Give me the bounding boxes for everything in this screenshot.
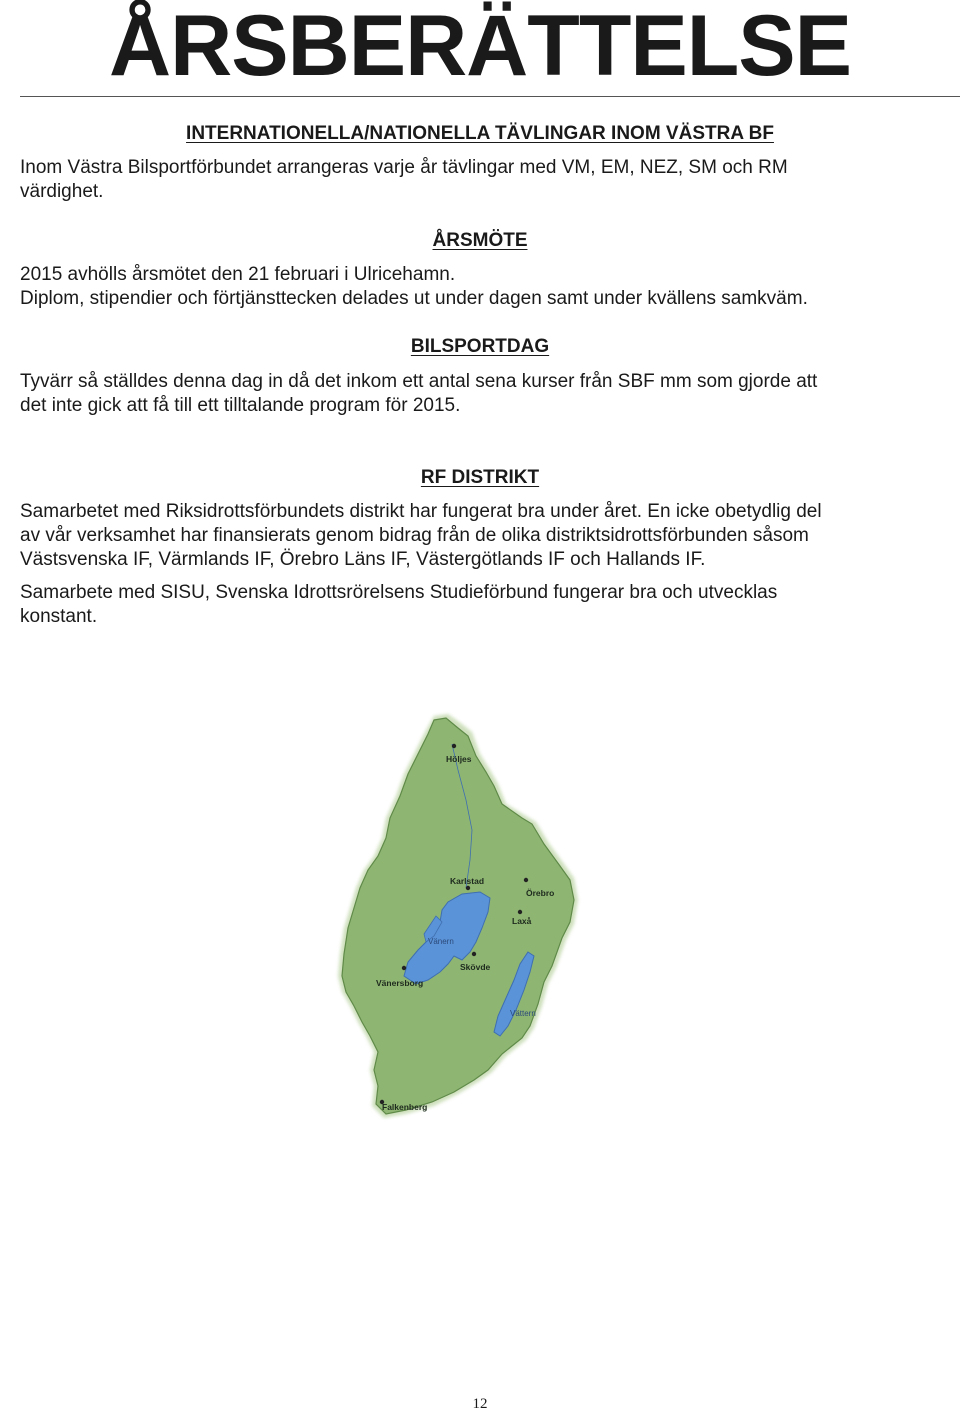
page-title: ÅRSBERÄTTELSE — [109, 0, 851, 94]
text-line: konstant. — [20, 606, 98, 627]
text-line: Tyvärr så ställdes denna dag in då det inkom ett antal sena kurser från SBF mm som gjorde att — [20, 371, 818, 392]
city-dot-orebro — [524, 878, 528, 882]
text-line: Västsvenska IF, Värmlands IF, Örebro Läns IF, Västergötlands IF och Hallands IF. — [20, 549, 706, 570]
district-map-graphic — [330, 710, 590, 1140]
city-dot-karlstad — [466, 886, 470, 890]
text-line: Samarbetet med Riksidrottsförbundets distrikt har fungerat bra under året. En icke obetydlig del — [20, 501, 822, 522]
text-line: Diplom, stipendier och förtjänsttecken delades ut under dagen samt under kvällens samkväm. — [20, 288, 808, 309]
text-line: 2015 avhölls årsmötet den 21 februari i Ulricehamn. — [20, 264, 456, 285]
place-label-laxa: Laxå — [512, 916, 532, 926]
city-dot-holjes — [452, 744, 456, 748]
place-label-karlstad: Karlstad — [450, 876, 485, 886]
place-label-falkenberg: Falkenberg — [382, 1102, 428, 1112]
text-line: Inom Västra Bilsportförbundet arrangeras varje år tävlingar med VM, EM, NEZ, SM och RM — [20, 157, 788, 178]
text-line: Samarbete med SISU, Svenska Idrottsrörelsens Studieförbund fungerar bra och utvecklas — [20, 582, 778, 603]
section-heading-tavlingar: INTERNATIONELLA/NATIONELLA TÄVLINGAR INOM VÄSTRA BF — [186, 123, 774, 144]
place-label-skovde: Skövde — [460, 962, 491, 972]
place-label-holjes: Höljes — [446, 754, 472, 764]
paragraph-bilsportdag — [20, 370, 935, 418]
section-heading-bilsportdag: BILSPORTDAG — [410, 336, 550, 357]
paragraph-arsmote — [20, 263, 935, 311]
title-divider — [20, 96, 960, 97]
paragraph-rf-distrikt — [20, 500, 935, 572]
page-number: 12 — [472, 1396, 488, 1412]
city-dot-laxa — [518, 910, 522, 914]
place-label-vanersborg: Vänersborg — [376, 978, 424, 988]
text-line: värdighet. — [20, 181, 104, 202]
city-dot-skovde — [472, 952, 476, 956]
paragraph-tavlingar — [20, 156, 935, 204]
paragraph-sisu — [20, 581, 935, 629]
place-label-vattern: Vättern — [510, 1009, 536, 1018]
section-heading-rf-distrikt: RF DISTRIKT — [420, 467, 540, 488]
district-map — [330, 710, 590, 1140]
city-dot-vanersborg — [402, 966, 406, 970]
section-heading-arsmote: ÅRSMÖTE — [432, 230, 528, 251]
text-line: av vår verksamhet har finansierats genom bidrag från de olika distriktsidrottsförbunden såsom — [20, 525, 809, 546]
place-label-orebro: Örebro — [526, 888, 555, 898]
place-label-vanern: Vänern — [428, 937, 454, 946]
text-line: det inte gick att få till ett tilltalande program för 2015. — [20, 395, 461, 416]
